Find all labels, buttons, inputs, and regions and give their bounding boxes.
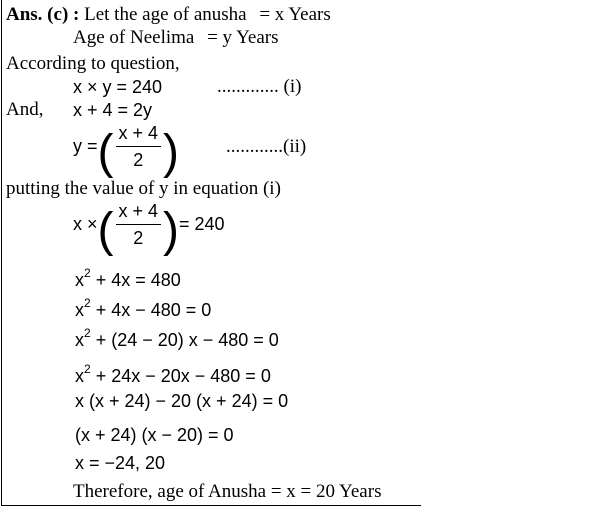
step-three bbox=[75, 324, 279, 351]
step-one bbox=[75, 264, 181, 291]
and-label: And, bbox=[6, 99, 44, 120]
left-paren: ( bbox=[97, 125, 114, 179]
step-rest: + (24 − 20) x − 480 = 0 bbox=[90, 330, 279, 350]
step-two bbox=[75, 294, 211, 321]
answer-intro-equation: = x Years bbox=[259, 4, 331, 25]
answer-label: Ans. (c) : bbox=[6, 4, 80, 25]
substitution-rhs: = 240 bbox=[179, 214, 225, 234]
left-paren: ( bbox=[97, 203, 114, 257]
right-paren: ) bbox=[163, 203, 180, 257]
neelima-equation: = y Years bbox=[207, 27, 279, 48]
according-text: According to question, bbox=[6, 53, 180, 74]
step-base: x bbox=[75, 270, 84, 290]
substitution-lhs: x × bbox=[73, 214, 98, 234]
answer-intro-text: Let the age of anusha bbox=[84, 4, 247, 25]
equation-two-tag: ............(ii) bbox=[226, 136, 307, 157]
answer-intro-line bbox=[6, 4, 331, 26]
step-base: x bbox=[75, 330, 84, 350]
equation-and: x + 4 = 2y bbox=[73, 100, 153, 120]
step-exponent: 2 bbox=[84, 326, 91, 340]
conclusion-text: Therefore, age of Anusha = x = 20 Years bbox=[73, 481, 382, 502]
step-base: x bbox=[75, 300, 84, 320]
putting-text: putting the value of y in equation (i) bbox=[6, 178, 281, 199]
substitution-equation bbox=[73, 200, 225, 257]
fraction-numerator: x + 4 bbox=[116, 200, 162, 225]
equation-one: x × y = 240 bbox=[73, 77, 163, 97]
equation-one-tag: ............. (i) bbox=[217, 76, 302, 97]
equation-two bbox=[73, 122, 180, 179]
neelima-line bbox=[73, 27, 279, 49]
step-rest: + 24x − 20x − 480 = 0 bbox=[90, 366, 271, 386]
step-exponent: 2 bbox=[84, 266, 91, 280]
step-exponent: 2 bbox=[84, 296, 91, 310]
step-base: x bbox=[75, 366, 84, 386]
step-six: (x + 24) (x − 20) = 0 bbox=[75, 425, 234, 445]
equation-two-lhs: y = bbox=[73, 136, 98, 156]
step-exponent: 2 bbox=[84, 362, 91, 376]
fraction-denominator: 2 bbox=[133, 150, 144, 170]
neelima-text: Age of Neelima bbox=[73, 27, 195, 48]
step-seven: x = −24, 20 bbox=[75, 453, 166, 473]
step-rest: + 4x = 480 bbox=[90, 270, 181, 290]
step-four bbox=[75, 360, 271, 387]
equation-two-fraction bbox=[116, 122, 162, 171]
step-rest: + 4x − 480 = 0 bbox=[90, 300, 212, 320]
fraction-numerator: x + 4 bbox=[116, 122, 162, 147]
fraction-denominator: 2 bbox=[133, 228, 144, 248]
substitution-fraction bbox=[116, 200, 162, 249]
right-paren: ) bbox=[163, 125, 180, 179]
step-five: x (x + 24) − 20 (x + 24) = 0 bbox=[75, 391, 289, 411]
